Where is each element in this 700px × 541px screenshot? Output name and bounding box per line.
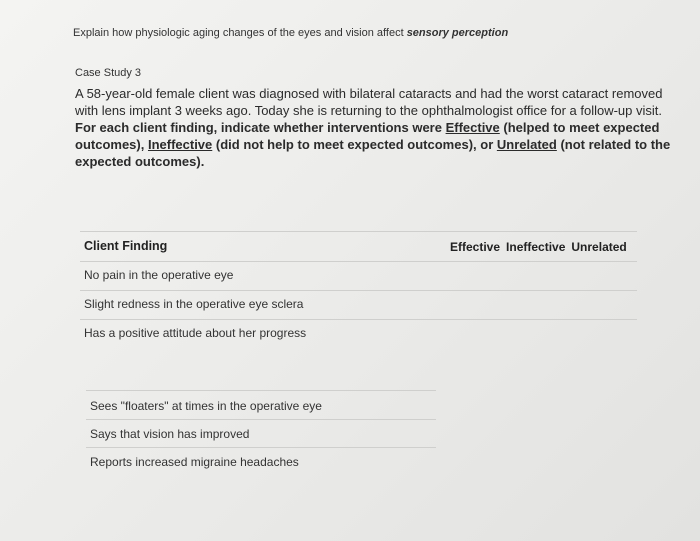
- table-row: Reports increased migraine headaches: [90, 455, 299, 469]
- instr-part-4: (not related to the expected outcomes).: [75, 137, 671, 169]
- column-header-effective: Effective: [450, 240, 501, 254]
- column-header-ineffective: Ineffective: [506, 240, 566, 254]
- row-rule: [80, 319, 637, 320]
- table-row: Sees "floaters" at times in the operative eye: [90, 399, 322, 413]
- column-header-unrelated: Unrelated: [571, 240, 627, 254]
- heading-text: Explain how physiologic aging changes of the eyes and vision affect: [73, 27, 407, 39]
- column-headers-ratings: [450, 240, 627, 254]
- instr-part-1: For each client finding, indicate whether interventions were: [75, 120, 446, 135]
- unrelated-word: Unrelated: [496, 137, 557, 152]
- table-row: Slight redness in the operative eye sclera: [84, 297, 304, 311]
- heading-emphasis: sensory perception: [406, 27, 509, 39]
- row-rule: [80, 290, 637, 291]
- table-row: No pain in the operative eye: [84, 268, 234, 282]
- case-instructions: [75, 120, 670, 169]
- question-heading: [73, 27, 508, 39]
- row-rule: [86, 390, 436, 391]
- case-study-title: Case Study 3: [75, 67, 142, 79]
- row-rule: [86, 419, 436, 420]
- row-rule: [86, 447, 436, 448]
- table-row: Says that vision has improved: [90, 427, 250, 441]
- column-header-finding: Client Finding: [84, 239, 168, 253]
- instr-part-3: (did not help to meet expected outcomes), or: [212, 137, 497, 152]
- instr-part-2: (helped to meet expected outcomes),: [75, 120, 660, 152]
- case-study-body: [75, 85, 685, 170]
- case-intro: A 58-year-old female client was diagnosed with bilateral cataracts and had the worst cataract removed with lens implant 3 weeks ago. Today she is returning to the ophthalmologist office for a follow-up visit.: [75, 86, 663, 118]
- table-top-rule: [80, 231, 637, 232]
- ineffective-word: Ineffective: [147, 137, 213, 152]
- header-rule: [80, 261, 637, 262]
- effective-word: Effective: [445, 120, 500, 135]
- table-row: Has a positive attitude about her progress: [84, 326, 307, 340]
